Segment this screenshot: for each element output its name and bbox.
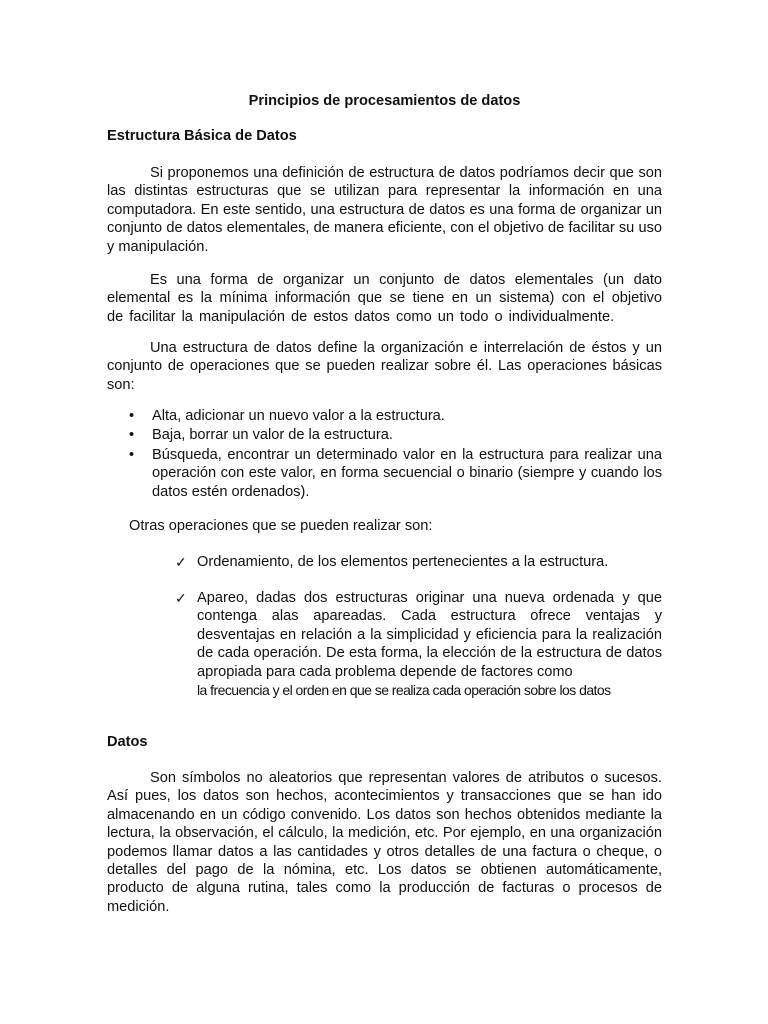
bullet-icon: • [129,427,135,444]
list-item [107,446,662,501]
list-item-text-condensed: la frecuencia y el orden en que se realiza cada operación sobre los datos [197,682,611,699]
list-item [107,553,662,571]
paragraph-operations: Una estructura de datos define la organización e interrelación de éstos y un conjunto de operaciones que se pueden realizar sobre él. Las operaciones básicas son: [107,340,662,393]
section-heading-datos: Datos [107,734,148,750]
basic-operations-list [107,407,662,502]
list-item-text: Ordenamiento, de los elementos pertenecientes a la estructura. [197,554,609,570]
list-item-text: Búsqueda, encontrar un determinado valor en la estructura para realizar una operación con este valor, en forma secuencial o binario (siempre y cuando los datos estén ordenados). [152,446,662,500]
paragraph-organization: Es una forma de organizar un conjunto de datos elementales (un dato elemental es la mínima información que se tiene en un sistema) con el objetivo de facilitar la manipulación de estos datos como un todo o individualmente. [107,272,662,325]
list-item-text: Alta, adicionar un nuevo valor a la estructura. [152,408,445,424]
list-item [107,407,662,425]
bullet-icon: • [129,408,135,424]
other-operations-list [107,553,662,571]
other-operations-list-2 [107,589,662,700]
checkmark-icon: ✓ [175,554,187,570]
paragraph-definition: Si proponemos una definición de estructura de datos podríamos decir que son las distintas estructuras que se utilizan para representar la información en una computadora. En este sentido, una estructura de datos es una forma de organizar un conjunto de datos elementales, de manera eficiente, con el objetivo de facilitar su uso y manipulación. [107,165,662,255]
checkmark-icon: ✓ [175,590,187,606]
list-item-text: Apareo, dadas dos estructuras originar una nueva ordenada y que contenga alas apareadas. Cada estructura ofrece ventajas y desventajas en relación a la simplicidad y eficiencia para la realización de cada operación. De esta forma, la elección de la estructura de datos apropiada para cada problema depende de factores como [197,590,662,680]
document-title: Principios de procesamientos de datos [248,93,521,109]
section-heading-estructura: Estructura Básica de Datos [107,128,297,144]
list-item [107,589,662,700]
other-operations-intro: Otras operaciones que se pueden realizar son: [129,518,433,534]
list-item [107,426,662,444]
bullet-icon: • [129,446,135,463]
list-item-text: Baja, borrar un valor de la estructura. [152,427,393,444]
paragraph-datos: Son símbolos no aleatorios que representan valores de atributos o sucesos. Así pues, los datos son hechos, acontecimientos y transacciones que se han ido almacenando en un código convenido. Los datos son hechos obtenidos mediante la lectura, la observación, el cálculo, la medición, etc. Por ejemplo, en una organización podemos llamar datos a las cantidades y otros detalles de una factura o cheque, o detalles del pago de la nómina, etc. Los datos se obtienen automáticamente, producto de alguna rutina, tales como la producción de facturas o procesos de medición. [107,770,662,915]
